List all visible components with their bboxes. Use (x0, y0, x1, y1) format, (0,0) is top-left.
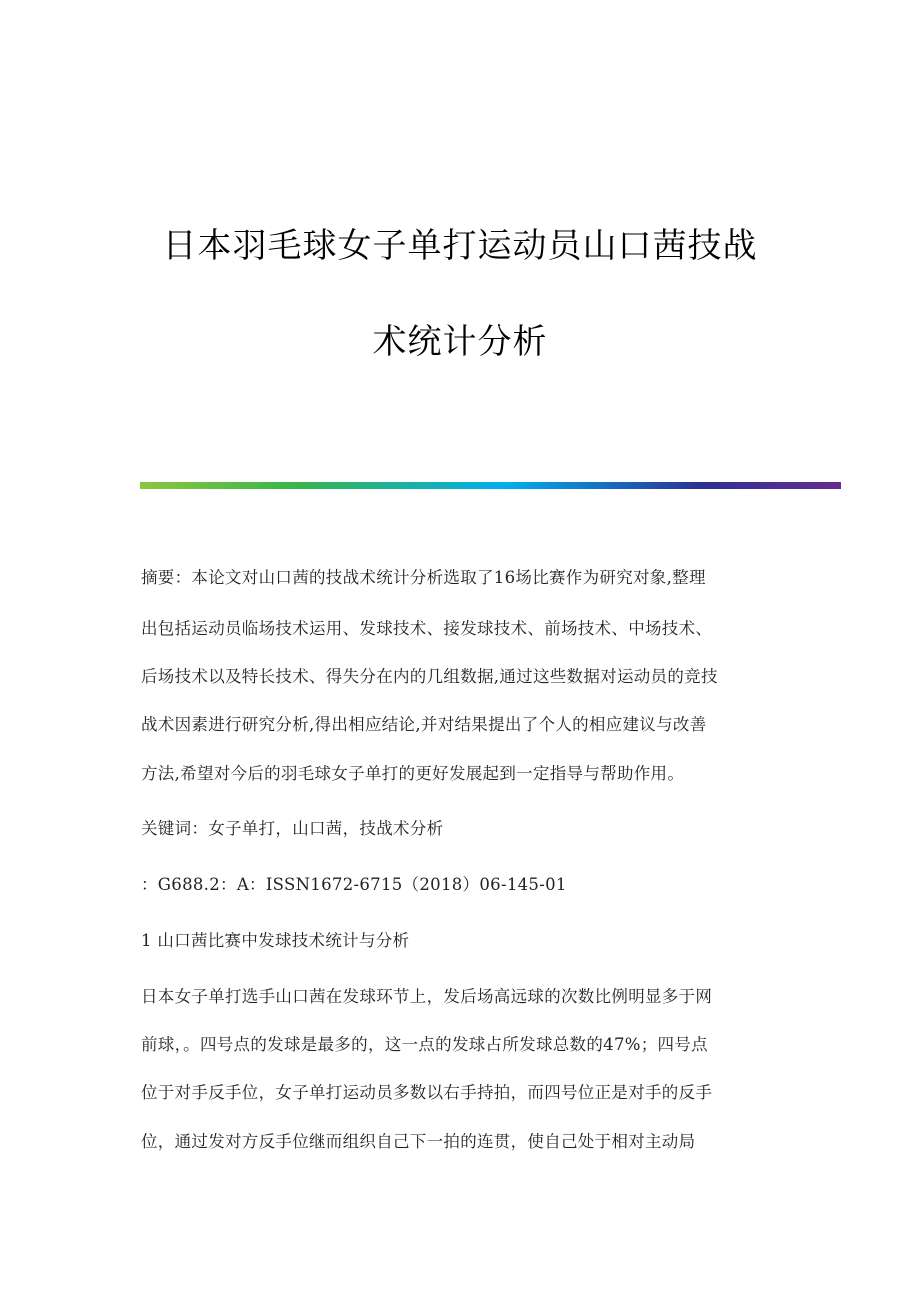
section-1-line-4: 位，通过发对方反手位继而组织自己下一拍的连贯，使自己处于相对主动局 (141, 1132, 696, 1151)
section-1-line-1: 日本女子单打选手山口茜在发球环节上，发后场高远球的次数比例明显多于网 (141, 987, 713, 1006)
document-title-line-1: 日本羽毛球女子单打运动员山口茜技战 (162, 226, 758, 266)
section-1-line-2: 前球，。四号点的发球是最多的，这一点的发球占所发球总数的47%；四号点 (141, 1035, 708, 1054)
section-1-heading: 1 山口茜比赛中发球技术统计与分析 (141, 931, 410, 950)
abstract-line-4: 战术因素进行研究分析,得出相应结论,并对结果提出了个人的相应建议与改善 (141, 715, 707, 734)
abstract-line-2: 出包括运动员临场技术运用、发球技术、接发球技术、前场技术、中场技术、 (141, 619, 713, 638)
keywords: 关键词：女子单打，山口茜，技战术分析 (141, 819, 444, 838)
document-title-line-2: 术统计分析 (372, 322, 548, 362)
classification-info: ：G688.2：A：ISSN1672-6715（2018）06-145-01 (141, 875, 567, 894)
section-1-line-3: 位于对手反手位，女子单打运动员多数以右手持拍，而四号位正是对手的反手 (141, 1083, 713, 1102)
abstract-line-3: 后场技术以及特长技术、得失分在内的几组数据,通过这些数据对运动员的竞技 (141, 667, 718, 686)
abstract-line-5: 方法,希望对今后的羽毛球女子单打的更好发展起到一定指导与帮助作用。 (141, 764, 685, 783)
gradient-divider (140, 482, 841, 489)
abstract-line-1: 摘要：本论文对山口茜的技战术统计分析选取了16场比赛作为研究对象,整理 (141, 568, 706, 587)
